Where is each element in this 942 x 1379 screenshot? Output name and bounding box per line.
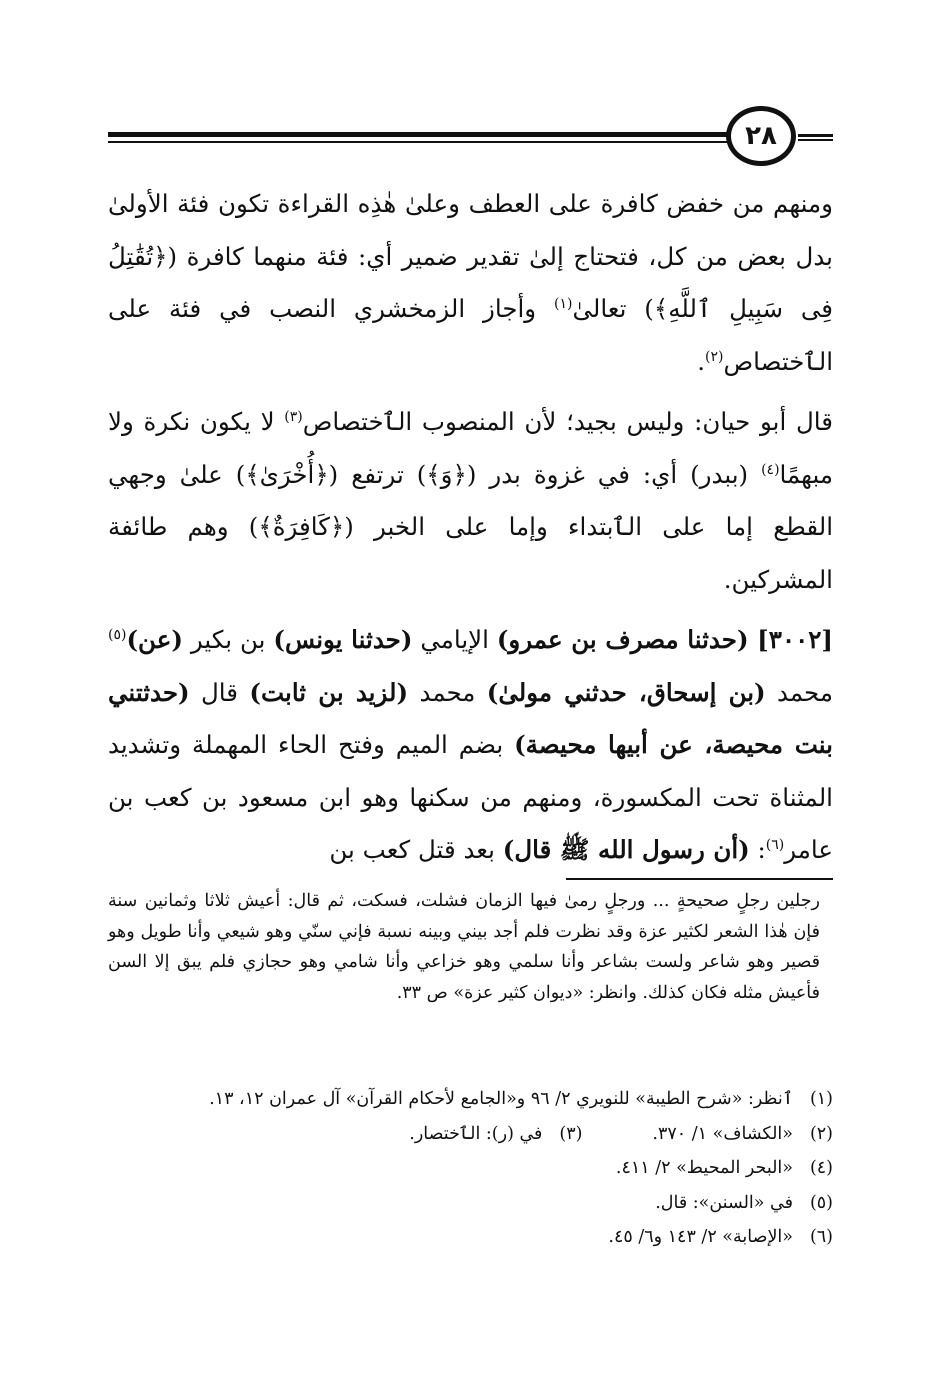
text-run: الإيامي: [412, 625, 497, 654]
footnote-number: (٤): [809, 1158, 833, 1178]
text-run: .: [697, 346, 706, 376]
footnote-2-3: [108, 1117, 833, 1152]
footnote-text: في «السنن»: قال.: [655, 1192, 793, 1213]
header-rule-thick: [108, 132, 728, 137]
footnote-ref-5[interactable]: (٥): [108, 626, 127, 643]
footnote-1: [108, 1082, 833, 1117]
footnote-text: «البحر المحيط» ٢/ ٤١١.: [615, 1158, 793, 1178]
footnote-ref-3[interactable]: (٣): [284, 408, 303, 425]
text-run: لا يكون نكرة ولا مبهمًا: [108, 407, 833, 489]
bold-run: (بن إسحاق، حدثني مولىٰ): [486, 677, 766, 707]
text-run: قال أبو حيان: وليس بجيد؛ لأن المنصوب الٱختصاص: [302, 407, 833, 436]
footnote-ref-6[interactable]: (٦): [765, 836, 785, 853]
text-run: وأجاز الزمخشري النصب في فئة على الٱختصاص: [108, 294, 833, 376]
header-rule-right: [798, 134, 833, 141]
footnote-text: «الكشاف» ١/ ٣٧٠.: [652, 1123, 793, 1144]
paragraph-1: [108, 178, 833, 388]
text-run: محمد: [408, 677, 487, 707]
bold-run: (عن): [126, 625, 183, 654]
footnote-number: (٢): [809, 1123, 833, 1144]
paragraph-2: [108, 396, 833, 606]
footnote-continuation: [108, 886, 820, 1008]
footnote-text: في (ر): الٱختصار.: [409, 1123, 543, 1144]
footnote-4: [108, 1151, 833, 1186]
page-header: [108, 104, 833, 168]
page-number: ٢٨: [726, 106, 796, 166]
text-run: ومنهم من خفض كافرة على العطف وعلىٰ هٰذِه القراءة تكون فئة الأولىٰ بدل بعض من كل، فتحتاج إلىٰ تقدير ضمير أي: فئة منهما كافرة (﴿تُقَٰتِلُ فِى سَبِيلِ ٱللَّهِ﴾) تعالىٰ: [108, 189, 833, 323]
footnote-number: (٣): [559, 1123, 583, 1144]
header-rule-thin: [108, 141, 728, 143]
bold-run: (حدثتني بنت محيصة، عن أبيها محيصة): [108, 677, 833, 759]
bold-run: (حدثنا يونس): [273, 625, 413, 654]
bold-run: (لزيد بن ثابت): [249, 677, 409, 707]
paragraph-3: [108, 614, 833, 877]
footnote-continuation-text: رجلين رجلٍ صحيحةٍ ... ورجلٍ رمىٰ فيها الزمان فشلت، فسكت، ثم قال: أعيش ثلاثا وثمانين سنة فإن هٰذا الشعر لكثير عزة وقد نظرت فلم أجد بيني وبينه نسبة فإني سنّي وهو شيعي وأنا طويل وهو قصير وهو شاعر ولست بشاعر وأنا سلمي وهو خزاعي وأنا شامي وهو حجازي فلم يبق إلا السن فأعيش مثله فكان كذلك. وانظر: «ديوان كثير عزة» ص ٣٣.: [108, 891, 820, 1003]
footnote-number: (٦): [809, 1227, 833, 1247]
footnote-text: «الإصابة» ٢/ ١٤٣ و٦/ ٤٥.: [608, 1227, 793, 1247]
footnote-separator: [566, 878, 833, 880]
footnote-6: [108, 1220, 833, 1255]
footnote-ref-2[interactable]: (٢): [705, 348, 724, 365]
text-run: قال: [189, 677, 250, 707]
hadith-number: [٣٠٠٢] (حدثنا مصرف بن عمرو): [496, 625, 834, 654]
footnote-ref-1[interactable]: (١): [553, 295, 573, 312]
footnote-5: [108, 1186, 833, 1221]
text-run: (ببدر) أي: في غزوة بدر (﴿وَ﴾) ترتفع (﴿أُخْرَىٰ﴾) علىٰ وجهي القطع إما على الٱبتداء وإما على الخبر (﴿كَافِرَةٌ﴾) وهم طائفة المشركين.: [108, 459, 833, 594]
footnote-text: ٱنظر: «شرح الطيبة» للنويري ٢/ ٩٦ و«الجامع لأحكام القرآن» آل عمران ١٢، ١٣.: [209, 1089, 793, 1109]
footnote-number: (١): [809, 1089, 833, 1109]
footnote-ref-4[interactable]: (٤): [761, 461, 780, 478]
text-run: بن بكير: [182, 625, 274, 654]
text-run: بعد قتل كعب بن: [329, 835, 503, 864]
main-text: [108, 178, 833, 877]
footnote-list: [108, 1082, 833, 1255]
footnote-number: (٥): [809, 1192, 833, 1213]
bold-run: (أن رسول الله ﷺ قال): [502, 835, 750, 864]
text-run: بضم الميم وفتح الحاء المهملة وتشديد المثناة تحت المكسورة، ومنهم من سكنها وهو ابن مسعود بن كعب بن عامر: [108, 730, 833, 864]
text-run: :: [749, 835, 766, 864]
text-run: محمد: [765, 677, 833, 707]
